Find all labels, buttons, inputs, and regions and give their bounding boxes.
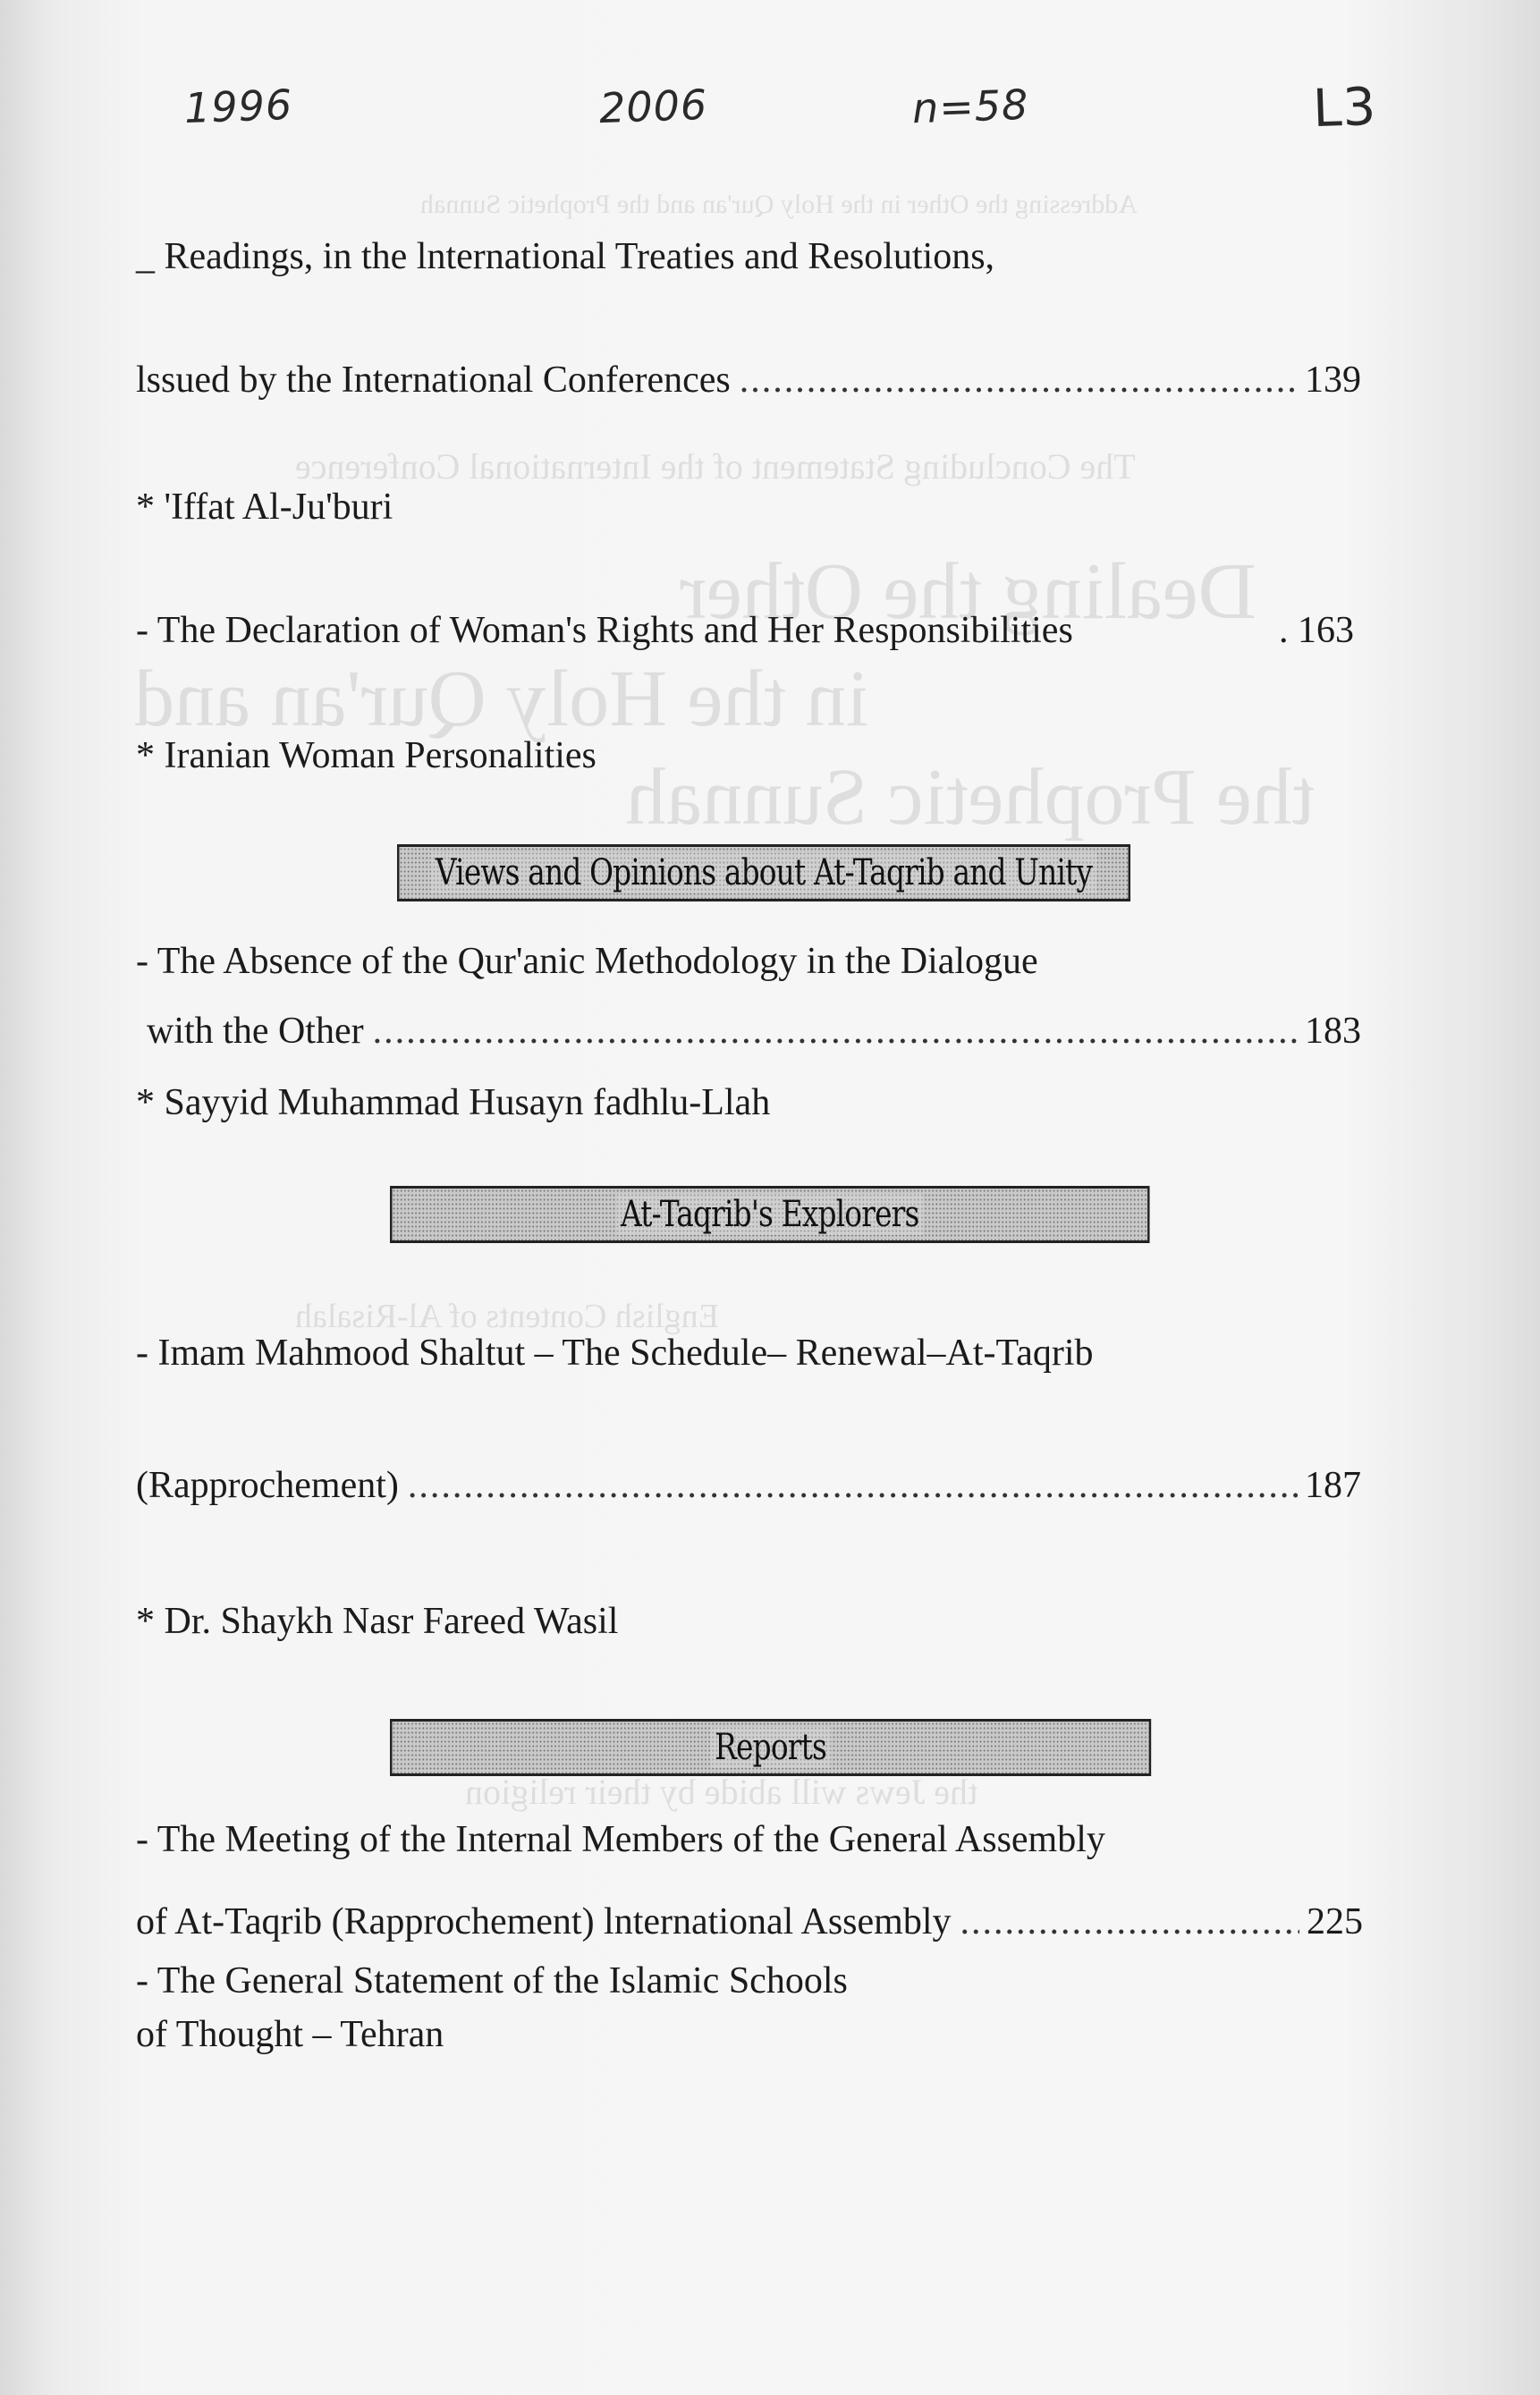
toc-entry-tehran: of Thought – Tehran <box>136 2014 444 2055</box>
page-number: 139 <box>1305 360 1361 401</box>
page-number: . 163 <box>1279 610 1354 651</box>
toc-entry-general-statement: - The General Statement of the Islamic Schools <box>136 1960 848 2001</box>
toc-author: * 'Iffat Al-Ju'buri <box>136 487 393 528</box>
bleed-through-text: Dealing the Other <box>680 547 1257 636</box>
bleed-through-text: English Contents of Al-Risalah <box>295 1298 719 1335</box>
toc-entry-title: lssued by the International Conferences <box>136 360 731 401</box>
toc-entry-assembly <box>136 1900 1363 1944</box>
toc-author: * Dr. Shaykh Nasr Fareed Wasil <box>136 1601 619 1642</box>
leader-dots <box>960 1900 1300 1944</box>
page-number: 187 <box>1305 1465 1361 1506</box>
toc-entry-absence: - The Absence of the Qur'anic Methodology in the Dialogue <box>136 941 1038 982</box>
bleed-through-text: the Prophetic Sunnah <box>626 753 1315 842</box>
bleed-through-text: in the Holy Qur'an and <box>134 655 869 743</box>
bleed-through-text: Addressing the Other in the Holy Qur'an and the Prophetic Sunnah <box>420 190 1138 219</box>
toc-author: * Sayyid Muhammad Husayn fadhlu-Llah <box>136 1082 771 1123</box>
toc-entry-title: (Rapprochement) <box>136 1465 399 1506</box>
page-number: 225 <box>1307 1901 1363 1942</box>
toc-entry-declaration <box>136 608 1354 653</box>
leader-dots <box>408 1463 1298 1508</box>
toc-entry-title: of At-Taqrib (Rapprochement) lnternational Assembly <box>136 1901 952 1942</box>
section-banner-views: Views and Opinions about At-Taqrib and Unity <box>397 844 1130 901</box>
leader-dots <box>373 1009 1298 1054</box>
bleed-through-text: The Concluding Statement of the International Conference <box>295 446 1136 487</box>
handwritten-year: 1996 <box>183 80 293 133</box>
toc-entry-shaltut: - Imam Mahmood Shaltut – The Schedule– Renewal–At-Taqrib <box>136 1333 1094 1374</box>
toc-entry-readings: _ Readings, in the lnternational Treaties and Resolutions, <box>136 236 995 277</box>
page-number: 183 <box>1305 1011 1361 1052</box>
toc-entry-title: with the Other <box>147 1011 364 1052</box>
section-banner-explorers: At-Taqrib's Explorers <box>390 1186 1150 1243</box>
toc-author: * Iranian Woman Personalities <box>136 735 597 776</box>
handwritten-issue-number: n=58 <box>911 80 1030 133</box>
toc-entry-title: - The Declaration of Woman's Rights and Her Responsibilities <box>136 610 1073 651</box>
leader-dots <box>740 358 1298 402</box>
toc-entry-issued <box>136 358 1361 402</box>
section-banner-reports: Reports <box>390 1719 1151 1776</box>
handwritten-year-2: 2006 <box>598 80 708 133</box>
bleed-through-text: the Jews will abide by their religion <box>465 1772 978 1812</box>
toc-entry-rapprochement <box>136 1463 1361 1508</box>
toc-entry-with-other <box>147 1009 1361 1054</box>
handwritten-page-code: L3 <box>1311 75 1378 140</box>
toc-entry-meeting: - The Meeting of the Internal Members of the General Assembly <box>136 1819 1105 1860</box>
